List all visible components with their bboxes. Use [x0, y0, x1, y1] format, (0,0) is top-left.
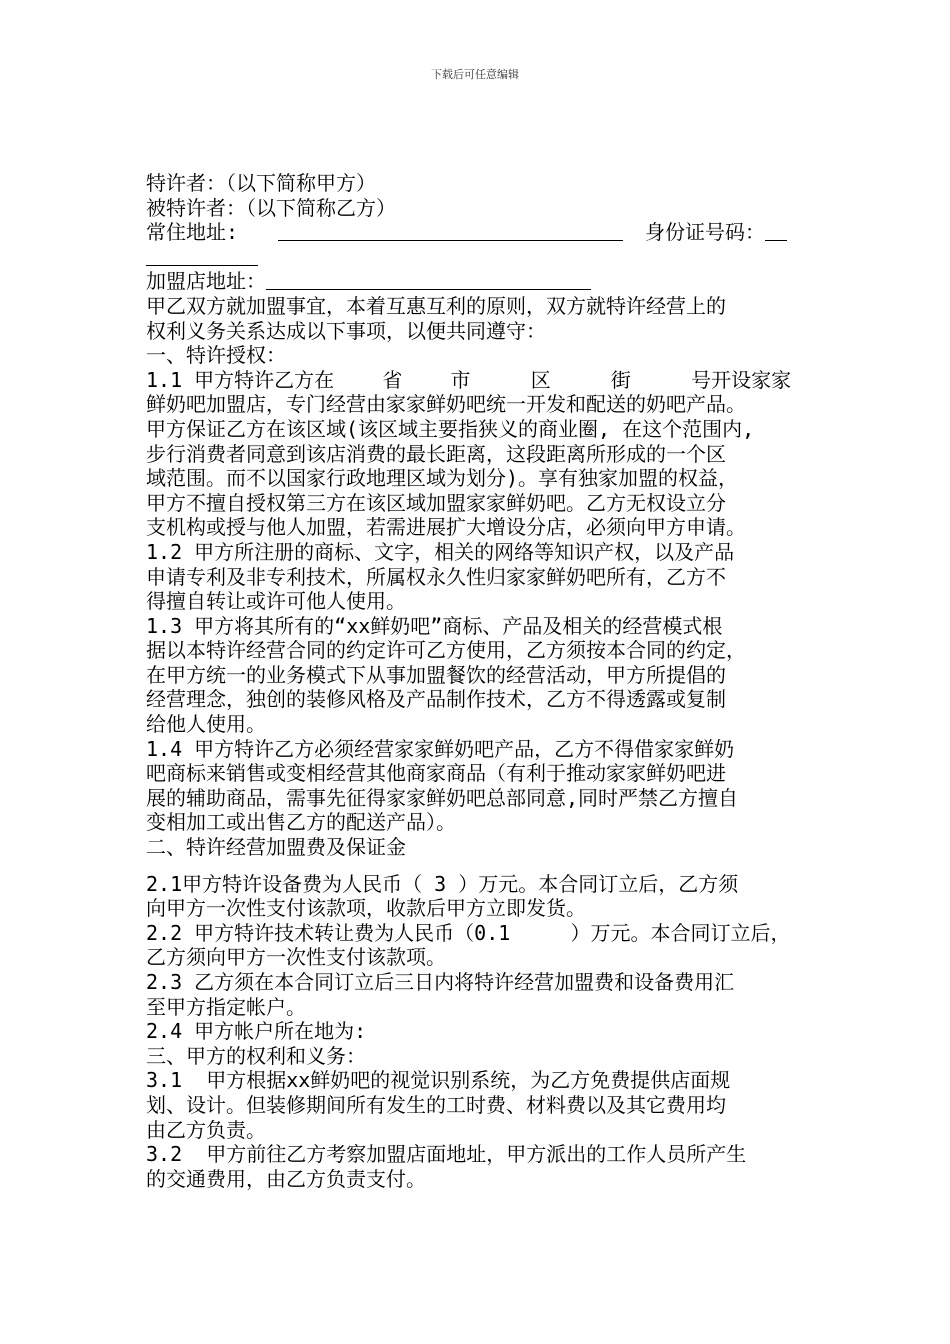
- id-blank-continuation: [146, 245, 816, 270]
- store-address-label: 加盟店地址：: [146, 269, 266, 294]
- text-line: 1.4 甲方特许乙方必须经营家家鲜奶吧产品，乙方不得借家家鲜奶: [146, 736, 735, 761]
- text-line: 2.4 甲方帐户所在地为:: [146, 1019, 367, 1044]
- text-line: 至甲方指定帐户。: [146, 994, 306, 1019]
- text-line: 步行消费者同意到该店消费的最长距离，这段距离所形成的一个区: [146, 441, 726, 466]
- contract-body: [146, 171, 816, 1191]
- text-line: 经营理念，独创的装修风格及产品制作技术，乙方不得透露或复制: [146, 687, 726, 712]
- text-line: 域范围。而不以国家行政地理区域为划分)。享有独家加盟的权益，: [146, 466, 739, 491]
- text-line: 2.2 甲方特许技术转让费为人民币（0.1 ）万元。本合同订立后，: [146, 920, 791, 945]
- paragraph-gap: [146, 860, 816, 872]
- licensee-line: 被特许者：（以下简称乙方）: [146, 195, 396, 220]
- section-heading: 三、甲方的权利和义务：: [146, 1043, 366, 1068]
- text-line: 给他人使用。: [146, 712, 266, 737]
- section-heading: 一、特许授权：: [146, 343, 286, 368]
- text-line: 划、设计。但装修期间所有发生的工时费、材料费以及其它费用均: [146, 1092, 726, 1117]
- text-line: 3.1 甲方根据xx鲜奶吧的视觉识别系统，为乙方免费提供店面规: [146, 1068, 731, 1093]
- text-line: 1.2 甲方所注册的商标、文字，相关的网络等知识产权，以及产品: [146, 539, 735, 564]
- store-address-blank: [266, 271, 591, 290]
- store-address-line: [146, 269, 816, 294]
- address-blank: [278, 222, 623, 241]
- text-line: 吧商标来销售或变相经营其他商家商品（有利于推动家家鲜奶吧进: [146, 761, 726, 786]
- text-line: 2.1甲方特许设备费为人民币（ 3 ）万元。本合同订立后，乙方须: [146, 871, 739, 896]
- text-line: 1.1 甲方特许乙方在 省 市 区 街 号开设家家: [146, 367, 792, 392]
- text-line: 的交通费用，由乙方负责支付。: [146, 1166, 426, 1191]
- page-header-note: 下载后可任意编辑: [431, 68, 519, 81]
- section-heading: 二、特许经营加盟费及保证金: [146, 835, 406, 860]
- text-line: 向甲方一次性支付该款项，收款后甲方立即发货。: [146, 896, 586, 921]
- text-line: 展的辅助商品，需事先征得家家鲜奶吧总部同意,同时严禁乙方擅自: [146, 785, 739, 810]
- text-line: 由乙方负责。: [146, 1117, 266, 1142]
- text-line: 权利义务关系达成以下事项，以便共同遵守：: [146, 318, 546, 343]
- text-line: 在甲方统一的业务模式下从事加盟餐饮的经营活动，甲方所提倡的: [146, 662, 726, 687]
- text-line: 鲜奶吧加盟店，专门经营由家家鲜奶吧统一开发和配送的奶吧产品。: [146, 392, 746, 417]
- text-line: 变相加工或出售乙方的配送产品）。: [146, 810, 456, 835]
- text-line: 甲方保证乙方在该区域(该区域主要指狭义的商业圈, 在这个范围内,: [146, 416, 755, 441]
- text-line: 甲方不擅自授权第三方在该区域加盟家家鲜奶吧。乙方无权设立分: [146, 490, 726, 515]
- text-line: 2.3 乙方须在本合同订立后三日内将特许经营加盟费和设备费用汇: [146, 970, 735, 994]
- text-line: 1.3 甲方将其所有的“xx鲜奶吧”商标、产品及相关的经营模式根: [146, 613, 723, 638]
- text-line: 支机构或授与他人加盟，若需进展扩大增设分店，必须向甲方申请。: [146, 515, 746, 540]
- text-line: 申请专利及非专利技术，所属权永久性归家家鲜奶吧所有，乙方不: [146, 564, 726, 589]
- id-number-blank: [765, 222, 787, 241]
- licensor-line: 特许者：（以下简称甲方）: [146, 171, 376, 195]
- address-label: 常住地址:: [146, 220, 239, 245]
- address-line: [146, 220, 816, 245]
- text-line: 3.2 甲方前往乙方考察加盟店面地址，甲方派出的工作人员所产生: [146, 1142, 747, 1167]
- text-line: 得擅自转让或许可他人使用。: [146, 589, 406, 614]
- text-line: 甲乙双方就加盟事宜，本着互惠互利的原则，双方就特许经营上的: [146, 293, 726, 318]
- id-number-blank-cont: [146, 247, 258, 266]
- text-line: 据以本特许经营合同的约定许可乙方使用，乙方须按本合同的约定，: [146, 638, 746, 663]
- text-line: 乙方须向甲方一次性支付该款项。: [146, 945, 446, 970]
- id-number-label: 身份证号码：: [645, 220, 766, 245]
